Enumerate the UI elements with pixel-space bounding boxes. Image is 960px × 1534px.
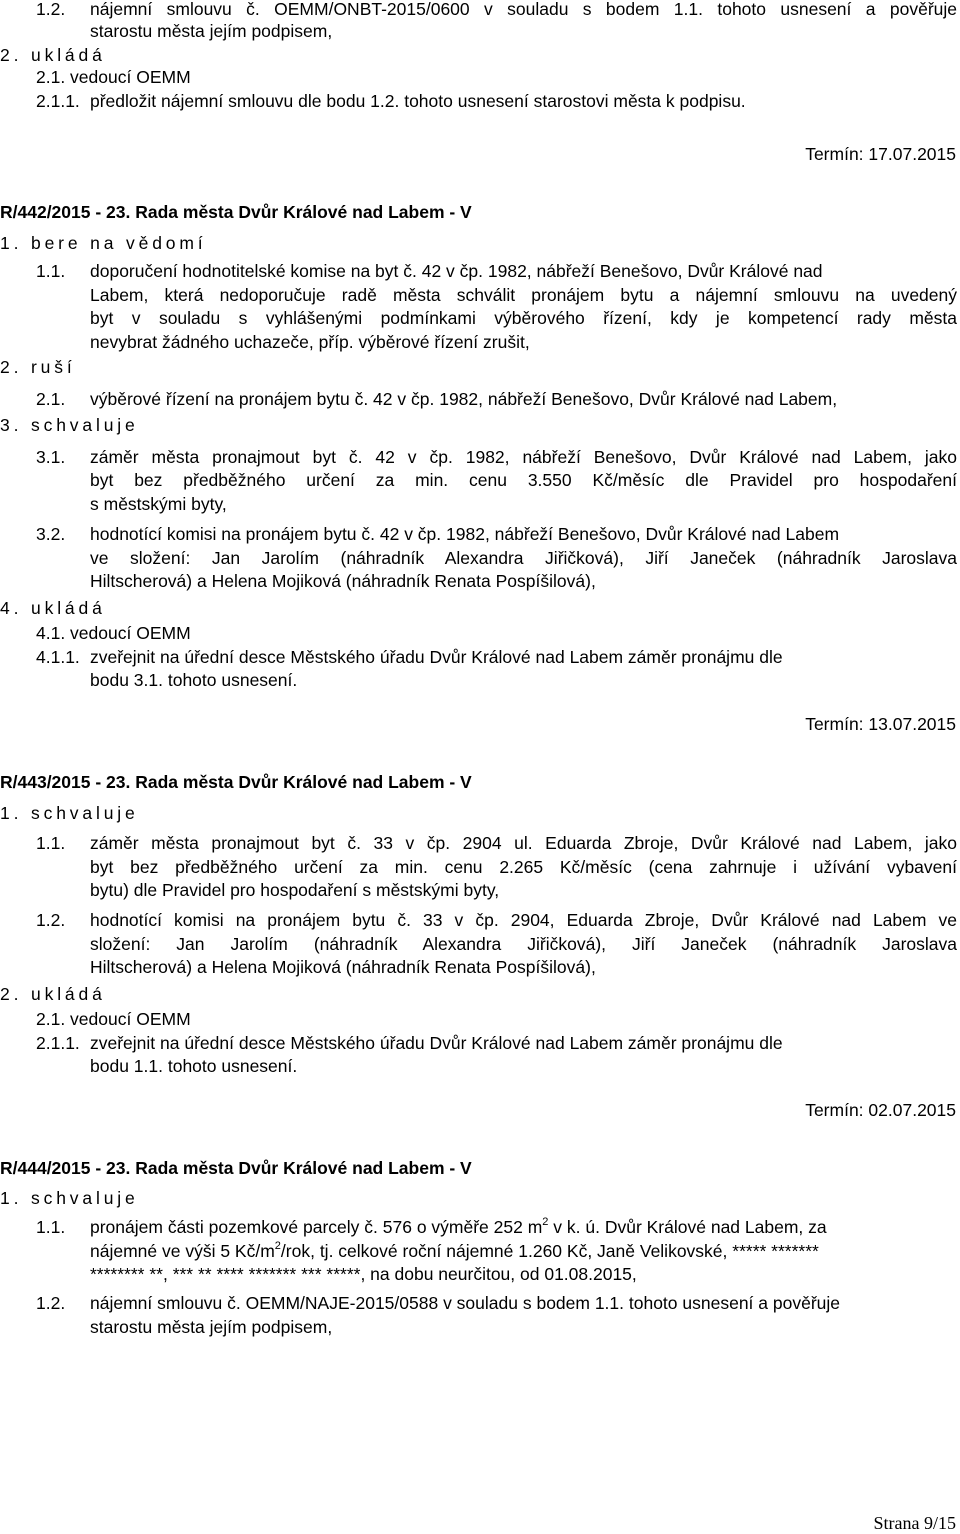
item-text: doporučení hodnotitelské komise na byt č. 42 v čp. 1982, nábřeží Benešovo, Dvůr Králové nad xyxy=(90,261,823,281)
item-number: 1.2. xyxy=(36,0,66,19)
superscript: 2 xyxy=(542,1216,549,1228)
item-number: 3.1. xyxy=(36,447,66,467)
resolution-title: R/443/2015 - 23. Rada města Dvůr Králové nad Labem - V xyxy=(0,772,472,792)
item-text: bodu 1.1. tohoto usnesení. xyxy=(90,1056,298,1076)
item-text xyxy=(90,1240,819,1262)
item-text: záměr města pronajmout byt č. 33 v čp. 2904 ul. Eduarda Zbroje, Dvůr Králové nad Labem, jako xyxy=(90,833,957,853)
item-text: Labem, která nedoporučuje radě města schválit pronájem bytu a nájemní smlouvu na uvedený xyxy=(90,285,957,305)
item-text: hodnotící komisi na pronájem bytu č. 33 v čp. 2904, Eduarda Zbroje, Dvůr Králové nad Labem ve xyxy=(90,910,957,930)
item-text: nevybrat žádného uchazeče, příp. výběrové řízení zrušit, xyxy=(90,332,530,352)
item-number: 2.1. xyxy=(36,389,66,409)
item-text-part: pronájem části pozemkové parcely č. 576 o výměře 252 m xyxy=(90,1217,543,1237)
item-text: ve složení: Jan Jarolím (náhradník Alexandra Jiřičková), Jiří Janeček (náhradník Jaroslava xyxy=(90,548,957,568)
item-text: Hiltscherová) a Helena Mojiková (náhradník Renata Pospíšilová), xyxy=(90,957,596,977)
deadline: Termín: 02.07.2015 xyxy=(805,1100,956,1120)
item-text: předložit nájemní smlouvu dle bodu 1.2. tohoto usnesení starostovi města k podpisu. xyxy=(90,91,746,111)
item-text: Hiltscherová) a Helena Mojiková (náhradník Renata Pospíšilová), xyxy=(90,571,596,591)
item-number: 2.1.1. xyxy=(36,1033,80,1053)
item-number: 1.2. xyxy=(36,910,66,930)
item-text: byt v souladu s vyhlášenými podmínkami výběrového řízení, kdy je kompetencí rady města xyxy=(90,308,957,328)
superscript: 2 xyxy=(274,1240,281,1252)
item-text: hodnotící komisi na pronájem bytu č. 42 v čp. 1982, nábřeží Benešovo, Dvůr Králové nad Labem xyxy=(90,524,840,544)
deadline: Termín: 13.07.2015 xyxy=(805,714,956,734)
item-text: nájemní smlouvu č. OEMM/NAJE-2015/0588 v souladu s bodem 1.1. tohoto usnesení a pověřuje xyxy=(90,1293,841,1313)
verb-heading: 1. schvaluje xyxy=(0,1188,139,1208)
verb-heading: 1. bere na vědomí xyxy=(0,233,207,253)
item-number: 1.2. xyxy=(36,1293,66,1313)
item-text: starostu města jejím podpisem, xyxy=(90,1317,333,1337)
item-number: 4.1.1. xyxy=(36,647,80,667)
item-text xyxy=(90,1216,827,1238)
item-text: s městskými byty, xyxy=(90,494,227,514)
item-text: bytu) dle Pravidel pro hospodaření s městskými byty, xyxy=(90,880,500,900)
verb-heading: 2. ruší xyxy=(0,357,76,377)
responsible-person: 4.1. vedoucí OEMM xyxy=(36,623,191,643)
resolution-title: R/444/2015 - 23. Rada města Dvůr Králové nad Labem - V xyxy=(0,1158,472,1178)
verb-heading: 2. ukládá xyxy=(0,984,106,1004)
item-text: zveřejnit na úřední desce Městského úřadu Dvůr Králové nad Labem záměr pronájmu dle xyxy=(90,1033,783,1053)
item-text: výběrové řízení na pronájem bytu č. 42 v čp. 1982, nábřeží Benešovo, Dvůr Králové nad Labem, xyxy=(90,389,838,409)
item-text: nájemní smlouvu č. OEMM/ONBT-2015/0600 v souladu s bodem 1.1. tohoto usnesení a pověřuje xyxy=(90,0,957,19)
item-text: bodu 3.1. tohoto usnesení. xyxy=(90,670,298,690)
item-number: 2.1.1. xyxy=(36,91,80,111)
item-text: byt bez předběžného určení za min. cenu 2.265 Kč/měsíc (cena zahrnuje i užívání vybavení xyxy=(90,857,957,877)
verb-heading: 1. schvaluje xyxy=(0,803,139,823)
resolution-title: R/442/2015 - 23. Rada města Dvůr Králové nad Labem - V xyxy=(0,202,472,222)
item-text: ******** **, *** ** **** ******* *** *****, na dobu neurčitou, od 01.08.2015, xyxy=(90,1264,637,1284)
page-number: Strana 9/15 xyxy=(873,1513,956,1533)
item-number: 1.1. xyxy=(36,261,66,281)
item-text-part: /rok, tj. celkové roční nájemné 1.260 Kč, Janě Velikovské, ***** ******* xyxy=(280,1241,819,1261)
item-text: zveřejnit na úřední desce Městského úřadu Dvůr Králové nad Labem záměr pronájmu dle xyxy=(90,647,783,667)
item-number: 1.1. xyxy=(36,833,66,853)
verb-heading: 3. schvaluje xyxy=(0,415,139,435)
verb-heading: 4. ukládá xyxy=(0,598,106,618)
item-text-part: v k. ú. Dvůr Králové nad Labem, za xyxy=(548,1217,827,1237)
item-text: starostu města jejím podpisem, xyxy=(90,21,333,41)
item-number: 3.2. xyxy=(36,524,66,544)
item-text: složení: Jan Jarolím (náhradník Alexandra Jiřičková), Jiří Janeček (náhradník Jaroslava xyxy=(90,934,957,954)
verb-heading: 2. ukládá xyxy=(0,45,106,65)
item-text-part: nájemné ve výši 5 Kč/m xyxy=(90,1241,275,1261)
item-text: byt bez předběžného určení za min. cenu 3.550 Kč/měsíc dle Pravidel pro hospodaření xyxy=(90,470,957,490)
responsible-person: 2.1. vedoucí OEMM xyxy=(36,1009,191,1029)
deadline: Termín: 17.07.2015 xyxy=(805,144,956,164)
item-number: 1.1. xyxy=(36,1217,66,1237)
item-text: záměr města pronajmout byt č. 42 v čp. 1982, nábřeží Benešovo, Dvůr Králové nad Labem, jako xyxy=(90,447,957,467)
responsible-person: 2.1. vedoucí OEMM xyxy=(36,67,191,87)
